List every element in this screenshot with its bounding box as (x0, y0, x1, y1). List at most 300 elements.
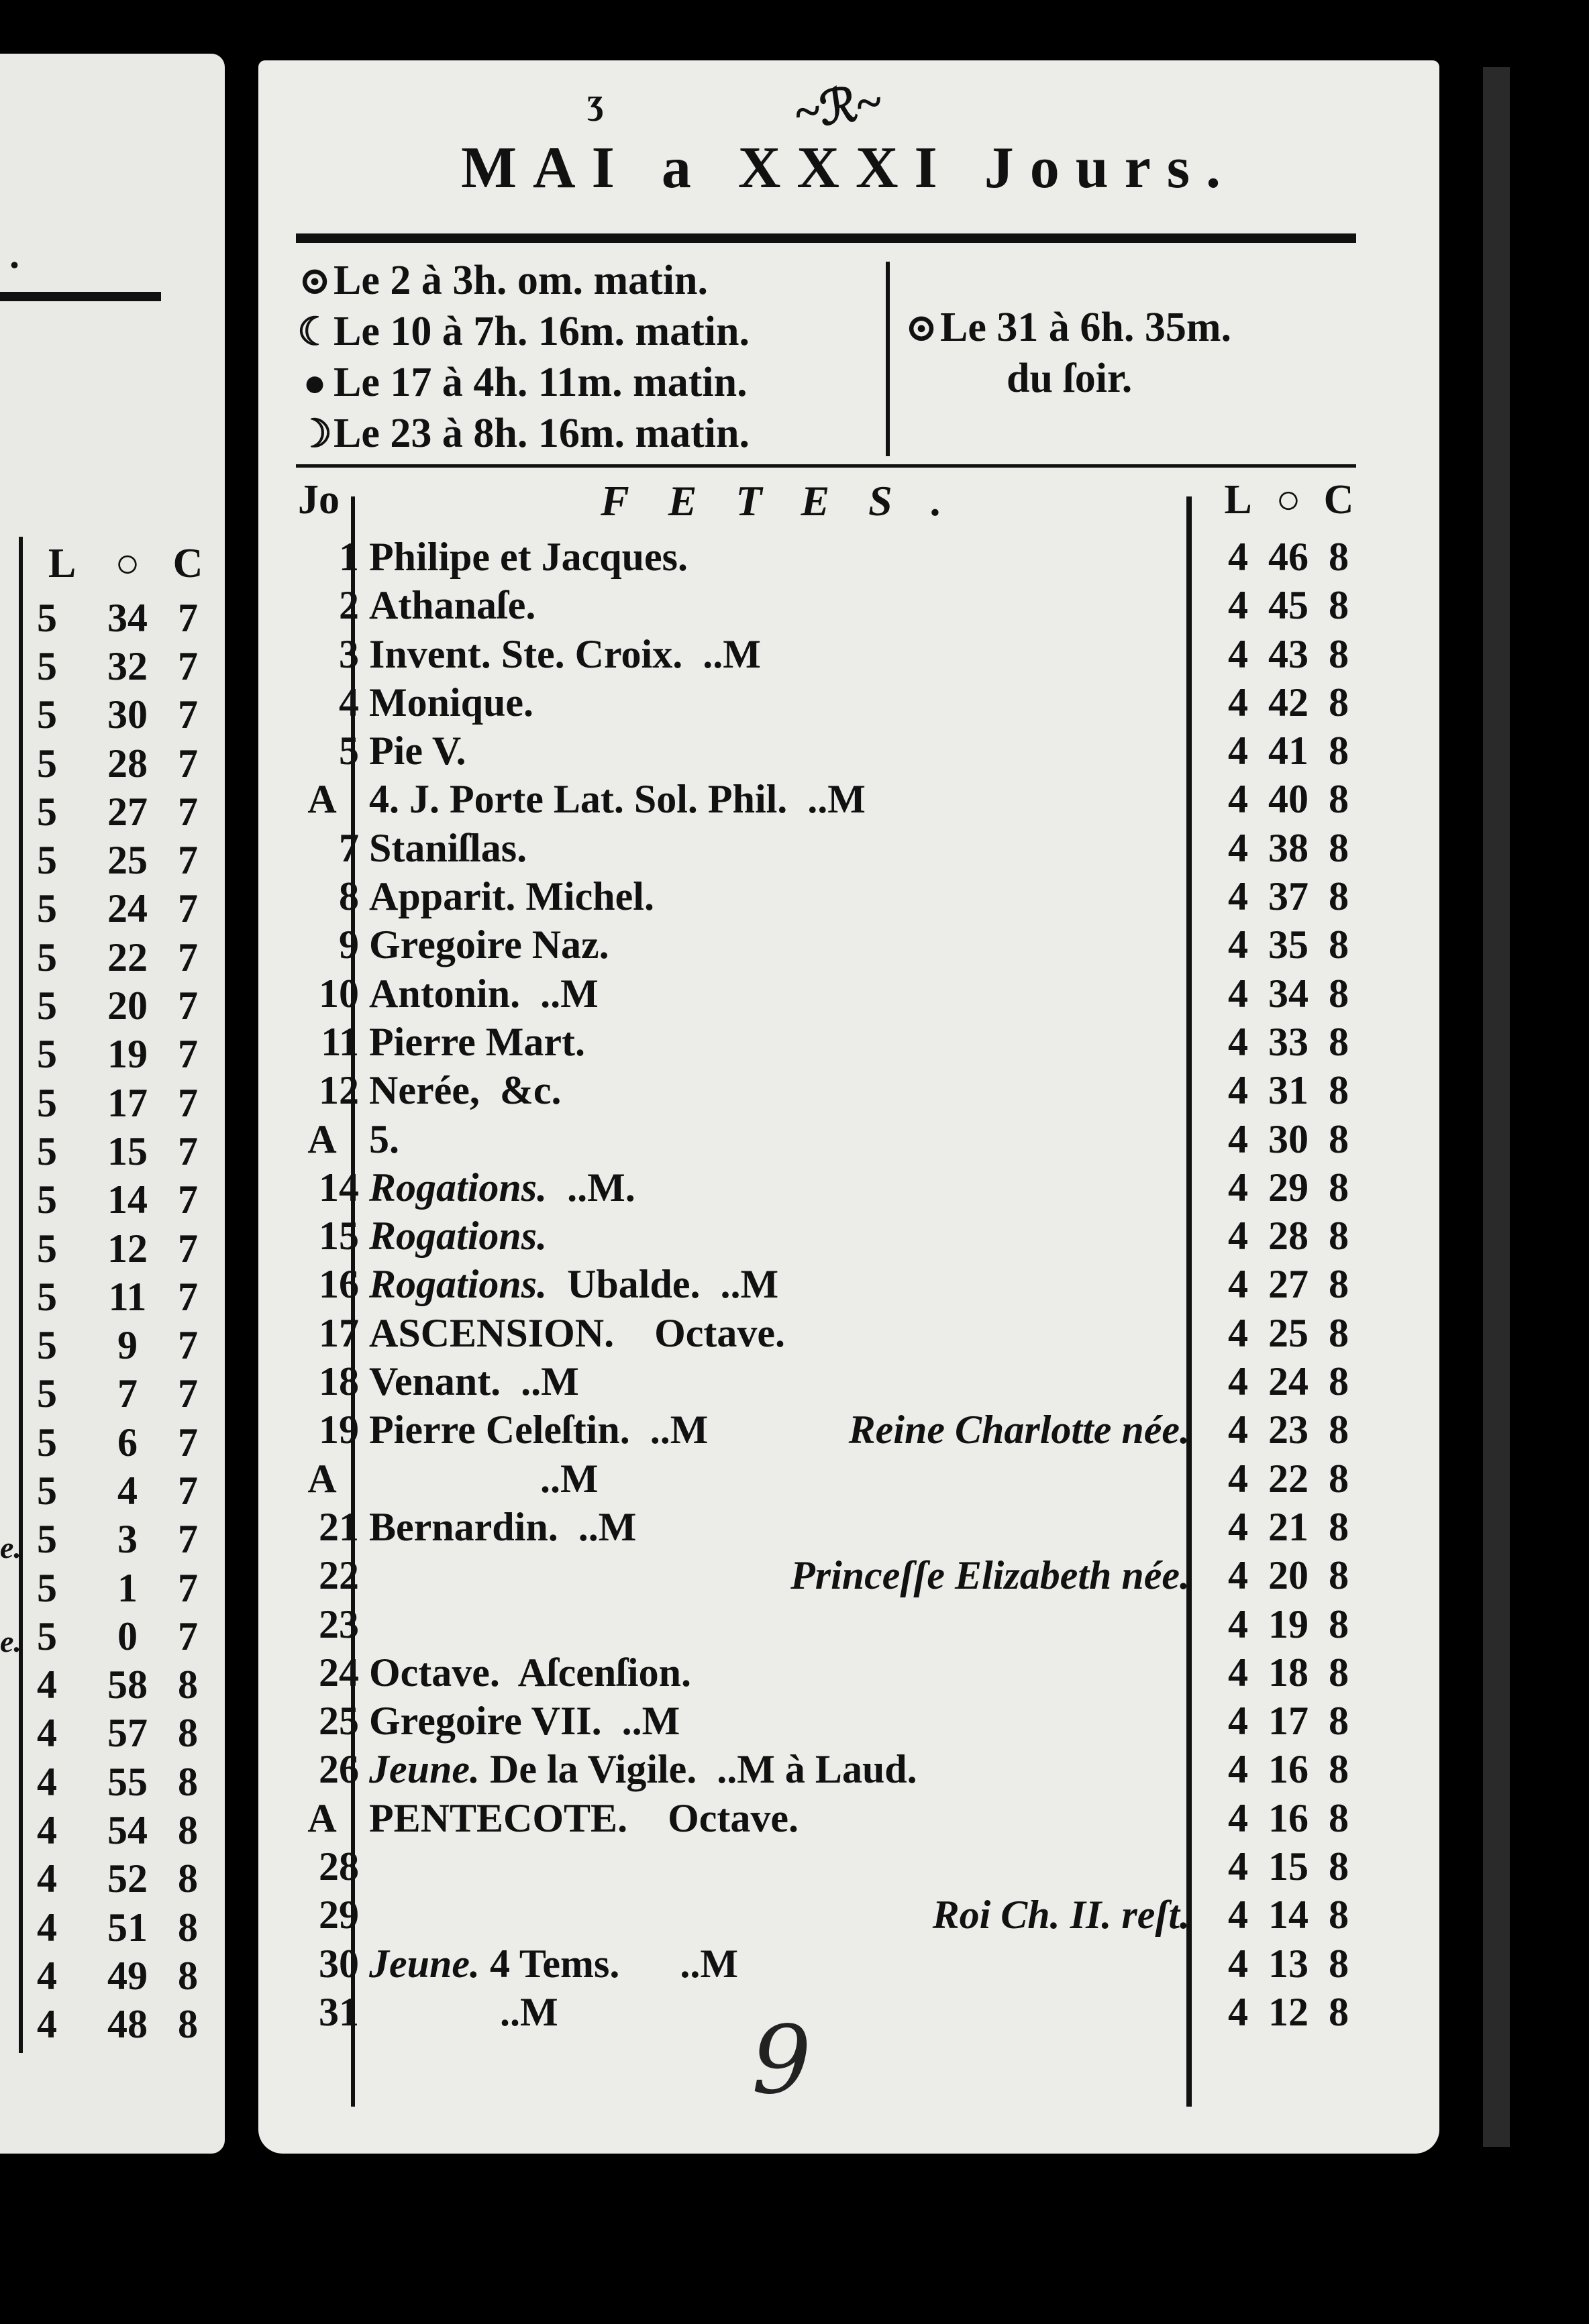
sun-time-l: 4 (1228, 1601, 1248, 1646)
left-table-cell: 7 (178, 1274, 198, 1319)
left-table-cell: 51 (107, 1905, 148, 1950)
left-table-row (37, 1176, 211, 1224)
sun-time-c: 8 (1329, 825, 1349, 870)
calendar-row (285, 1355, 1399, 1403)
calendar-row (285, 1548, 1399, 1597)
left-table-cell: 5 (37, 1032, 57, 1077)
left-header-sun: ○ (115, 540, 140, 586)
left-table-cell: 11 (108, 1274, 147, 1319)
royal-note: Roi Ch. II. reſt. (932, 1893, 1190, 1938)
left-table-cell: 5 (37, 1420, 57, 1465)
left-header-l: L (48, 540, 76, 586)
feast-name: De la Vigile. ..M à Laud. (480, 1747, 917, 1792)
left-table-cell: 5 (37, 1468, 57, 1513)
left-table-cell: 7 (178, 1614, 198, 1658)
day-number: 24 (319, 1650, 359, 1695)
calendar-row (285, 627, 1399, 676)
day-number: 31 (319, 1989, 359, 2034)
left-table-row (37, 1564, 211, 1612)
sun-time-c: 8 (1329, 680, 1349, 725)
feast-italic: Rogations. (369, 1262, 548, 1307)
left-table-row (37, 1418, 211, 1467)
day-number: 21 (319, 1504, 359, 1549)
feast-text (369, 1407, 708, 1453)
left-table-cell: 5 (37, 692, 57, 737)
feast-text (369, 1359, 579, 1405)
calendar-row (285, 724, 1399, 772)
left-table-row (37, 1127, 211, 1175)
feast-text (369, 825, 527, 872)
day-number: 19 (319, 1408, 359, 1452)
header-sun-icon: ○ (1276, 477, 1301, 523)
sun-time-c: 8 (1329, 1844, 1349, 1889)
sun-time-l: 4 (1228, 1941, 1248, 1986)
left-table-row (37, 1661, 211, 1709)
sun-time-c: 8 (1329, 1068, 1349, 1113)
day-number: A (307, 1456, 337, 1501)
sun-time-l: 4 (1228, 1553, 1248, 1598)
left-table-rows (37, 594, 211, 2049)
sun-time-l: 4 (1228, 729, 1248, 774)
feast-name: Apparit. Michel. (369, 874, 654, 919)
sun-time-o: 19 (1268, 1601, 1309, 1646)
sun-time-l: 4 (1228, 1116, 1248, 1161)
feast-italic: Jeune. (369, 1941, 480, 1986)
sun-time-o: 27 (1268, 1262, 1309, 1307)
sun-time-o: 15 (1268, 1844, 1309, 1889)
sun-time-l: 4 (1228, 1795, 1248, 1840)
calendar-row (285, 918, 1399, 966)
feast-name: Venant. ..M (369, 1359, 579, 1404)
feast-text (369, 1746, 917, 1793)
left-table-header (37, 537, 211, 590)
sun-time-c: 8 (1329, 1601, 1349, 1646)
day-number: 5 (339, 729, 359, 774)
feast-italic: Jeune. (369, 1747, 480, 1792)
calendar-row (285, 1985, 1399, 2034)
sun-time-c: 8 (1329, 1116, 1349, 1161)
sun-time-l: 4 (1228, 1844, 1248, 1889)
left-table-cell: 7 (178, 1565, 198, 1610)
feast-name: Bernardin. ..M (369, 1504, 637, 1549)
feast-text (369, 971, 599, 1017)
day-number: A (307, 1116, 337, 1161)
left-table-row (37, 1612, 211, 1660)
new-moon-icon: ● (303, 360, 327, 405)
left-table-cell: 8 (178, 1808, 198, 1853)
calendar-row (285, 1694, 1399, 1742)
sun-time-o: 30 (1268, 1116, 1309, 1161)
left-table-cell: 7 (178, 1226, 198, 1271)
feast-name: Pie V. (369, 729, 466, 774)
sun-time-c: 8 (1329, 1650, 1349, 1695)
feast-text (369, 631, 761, 678)
calendar-row (285, 1161, 1399, 1209)
feast-name: Gregoire VII. ..M (369, 1699, 680, 1744)
sun-time-c: 8 (1329, 1359, 1349, 1404)
sun-time-l: 4 (1228, 1019, 1248, 1064)
sun-time-l: 4 (1228, 1893, 1248, 1938)
sun-time-c: 8 (1329, 1747, 1349, 1792)
left-table-cell: 4 (37, 1905, 57, 1950)
left-table-cell: 7 (178, 692, 198, 737)
left-table-row (37, 885, 211, 933)
day-number: 8 (339, 874, 359, 919)
left-table-cell: 4 (37, 1662, 57, 1707)
sun-time-o: 28 (1268, 1214, 1309, 1259)
sun-time-c: 8 (1329, 1456, 1349, 1501)
left-table-cell: 24 (107, 886, 148, 931)
header-day: Jo (298, 477, 340, 523)
first-quarter-icon: ☽ (297, 412, 332, 456)
calendar-row (285, 1500, 1399, 1548)
sun-time-l: 4 (1228, 1989, 1248, 2034)
calendar-row (285, 1063, 1399, 1112)
left-table-row (37, 788, 211, 836)
feast-text (369, 1504, 636, 1550)
royal-note: Princeſſe Elizabeth née. (790, 1553, 1190, 1598)
left-table-cell: 8 (178, 2002, 198, 2047)
sun-time-c: 8 (1329, 1989, 1349, 2034)
sun-time-c: 8 (1329, 1019, 1349, 1064)
calendar-row (285, 1112, 1399, 1161)
left-table-row (37, 1806, 211, 1854)
moon-phase-text: Le 17 à 4h. 11m. matin. (334, 359, 748, 405)
day-number: 10 (319, 971, 359, 1016)
left-table-row (37, 836, 211, 884)
moon-phase (296, 255, 1128, 306)
left-table-cell: 7 (178, 1371, 198, 1416)
left-page-period: . (9, 232, 19, 276)
header-rule (296, 464, 1356, 468)
left-table-cell: 5 (37, 1226, 57, 1271)
left-table-cell: 7 (178, 789, 198, 834)
sun-time-l: 4 (1228, 631, 1248, 676)
left-table-row (37, 594, 211, 642)
left-table-cell: 5 (37, 1614, 57, 1658)
sun-time-c: 8 (1329, 1795, 1349, 1840)
left-table-cell: 5 (37, 1274, 57, 1319)
left-table-cell: 6 (117, 1420, 138, 1465)
sun-time-o: 46 (1268, 535, 1309, 579)
calendar-row (285, 821, 1399, 869)
left-table-cell: 7 (178, 1128, 198, 1173)
left-table-cell: 52 (107, 1856, 148, 1901)
feast-name: Invent. Ste. Croix. ..M (369, 631, 761, 676)
feast-text (369, 582, 535, 629)
feast-name: Athanaſe. (369, 583, 536, 628)
feast-name: Gregoire Naz. (369, 922, 609, 967)
feast-text (369, 1456, 599, 1502)
sun-time-l: 4 (1228, 777, 1248, 822)
left-table-row (37, 1855, 211, 1903)
sun-time-c: 8 (1329, 1504, 1349, 1549)
left-table-cell: 4 (117, 1468, 138, 1513)
day-number: 1 (339, 535, 359, 579)
sun-time-o: 38 (1268, 825, 1309, 870)
sun-time-o: 16 (1268, 1747, 1309, 1792)
left-table-cell: 8 (178, 1905, 198, 1950)
calendar-row (285, 1597, 1399, 1646)
feast-text (369, 534, 688, 580)
sun-time-o: 45 (1268, 583, 1309, 628)
calendar-row (285, 1937, 1399, 1985)
feast-text (369, 1310, 785, 1357)
left-table-cell: 7 (178, 741, 198, 786)
left-table-cell: 4 (37, 1759, 57, 1804)
feast-text (369, 1795, 799, 1842)
phase-divider (886, 262, 890, 456)
feast-text (369, 776, 866, 823)
left-table-row (37, 1224, 211, 1273)
sun-time-l: 4 (1228, 535, 1248, 579)
feast-name: ..M (369, 1989, 558, 2034)
sun-time-l: 4 (1228, 922, 1248, 967)
previous-page-fragment (0, 54, 225, 2154)
day-number: 3 (339, 631, 359, 676)
left-table-cell: 4 (37, 1711, 57, 1756)
full-moon-icon: ⊙ (298, 259, 331, 303)
left-table-cell: 28 (107, 741, 148, 786)
sun-time-l: 4 (1228, 1504, 1248, 1549)
sun-time-c: 8 (1329, 1165, 1349, 1210)
left-table-cell: 49 (107, 1953, 148, 1998)
left-table-cell: 15 (107, 1128, 148, 1173)
sun-time-l: 4 (1228, 1747, 1248, 1792)
feast-name: PENTECOTE. Octave. (369, 1795, 799, 1840)
sun-time-c: 8 (1329, 922, 1349, 967)
book-spine (1483, 67, 1510, 2147)
left-edge-text: e. (0, 1530, 21, 1565)
sun-time-o: 20 (1268, 1553, 1309, 1598)
day-number: 16 (319, 1262, 359, 1307)
calendar-row (285, 772, 1399, 821)
left-table-row (37, 1321, 211, 1369)
feast-italic: Rogations. (369, 1165, 548, 1210)
full-moon-icon: ⊙ (905, 306, 938, 350)
left-table-row (37, 1467, 211, 1515)
calendar-row (285, 1403, 1399, 1451)
sun-time-l: 4 (1228, 1699, 1248, 1744)
left-table-cell: 5 (37, 1080, 57, 1125)
sun-time-o: 25 (1268, 1310, 1309, 1355)
sun-time-c: 8 (1329, 1941, 1349, 1986)
sun-time-c: 8 (1329, 1310, 1349, 1355)
day-number: 29 (319, 1893, 359, 1938)
moon-phase-text: Le 23 à 8h. 16m. matin. (334, 410, 750, 456)
feast-name: Nerée, &c. (369, 1068, 562, 1113)
sun-time-o: 14 (1268, 1893, 1309, 1938)
folio-mark: ʒ (587, 81, 604, 121)
feast-text (369, 922, 609, 968)
almanac-page (258, 60, 1439, 2154)
moon-phase-right (903, 302, 1345, 404)
feast-italic: Rogations. (369, 1214, 548, 1259)
sun-time-o: 12 (1268, 1989, 1309, 2034)
feast-name: 4. J. Porte Lat. Sol. Phil. ..M (369, 777, 866, 822)
sun-time-l: 4 (1228, 1165, 1248, 1210)
calendar-row (285, 1306, 1399, 1355)
left-table-cell: 0 (117, 1614, 138, 1658)
feast-name: ..M (369, 1456, 599, 1501)
left-table-cell: 7 (178, 935, 198, 980)
left-table-cell: 8 (178, 1759, 198, 1804)
calendar-row (285, 1840, 1399, 1888)
left-table-cell: 5 (37, 838, 57, 883)
day-number: 23 (319, 1601, 359, 1646)
sun-time-l: 4 (1228, 874, 1248, 919)
left-table-cell: 8 (178, 1953, 198, 1998)
left-table-cell: 5 (37, 1565, 57, 1610)
feast-text (369, 1698, 680, 1744)
day-number: 26 (319, 1747, 359, 1792)
header-c: C (1323, 477, 1354, 523)
day-number: 14 (319, 1165, 359, 1210)
sun-time-l: 4 (1228, 680, 1248, 725)
left-table-cell: 8 (178, 1856, 198, 1901)
left-table-cell: 7 (178, 1080, 198, 1125)
sun-time-l: 4 (1228, 1262, 1248, 1307)
sun-time-o: 35 (1268, 922, 1309, 967)
calendar-row (285, 1791, 1399, 1840)
sun-time-c: 8 (1329, 1893, 1349, 1938)
sun-time-c: 8 (1329, 631, 1349, 676)
left-header-c: C (172, 540, 203, 586)
calendar-row (285, 1452, 1399, 1500)
left-table-row (37, 1903, 211, 1952)
sun-time-l: 4 (1228, 1068, 1248, 1113)
feast-text (369, 874, 654, 920)
moon-phase-text: Le 10 à 7h. 16m. matin. (334, 308, 750, 354)
left-table-cell: 5 (37, 1371, 57, 1416)
sun-time-c: 8 (1329, 1262, 1349, 1307)
calendar-row (285, 1888, 1399, 1936)
feast-name: Octave. Aſcenſion. (369, 1650, 691, 1695)
header-l: L (1224, 477, 1252, 523)
calendar-row (285, 1209, 1399, 1257)
left-table-cell: 7 (117, 1371, 138, 1416)
feast-name: Antonin. ..M (369, 971, 599, 1016)
sun-time-o: 40 (1268, 777, 1309, 822)
left-table-row (37, 1079, 211, 1127)
day-number: 2 (339, 583, 359, 628)
left-table-cell: 5 (37, 789, 57, 834)
sun-time-o: 29 (1268, 1165, 1309, 1210)
calendar-row (285, 1257, 1399, 1306)
left-table-cell: 7 (178, 984, 198, 1028)
page-number: 9 (752, 2006, 812, 2115)
left-table-cell: 8 (178, 1662, 198, 1707)
sun-time-l: 4 (1228, 583, 1248, 628)
left-table-cell: 3 (117, 1517, 138, 1562)
ornament: ~ℛ~ (792, 76, 885, 140)
left-table-cell: 27 (107, 789, 148, 834)
feast-text (369, 1650, 691, 1696)
day-number: 9 (339, 922, 359, 967)
left-table-row (37, 1031, 211, 1079)
sun-time-l: 4 (1228, 1214, 1248, 1259)
last-quarter-icon: ☾ (297, 310, 332, 354)
left-table-cell: 5 (37, 1128, 57, 1173)
sun-time-o: 41 (1268, 729, 1309, 774)
left-table-cell: 7 (178, 1420, 198, 1465)
left-table-cell: 20 (107, 984, 148, 1028)
sun-time-c: 8 (1329, 1699, 1349, 1744)
day-number: 28 (319, 1844, 359, 1889)
calendar-row (285, 578, 1399, 627)
feast-name: Staniſlas. (369, 825, 527, 870)
day-number: 17 (319, 1310, 359, 1355)
left-table-cell: 48 (107, 2002, 148, 2047)
feast-text (369, 1261, 778, 1308)
sun-time-o: 16 (1268, 1795, 1309, 1840)
left-table-cell: 58 (107, 1662, 148, 1707)
sun-time-c: 8 (1329, 1408, 1349, 1452)
left-table-cell: 17 (107, 1080, 148, 1125)
sun-time-o: 13 (1268, 1941, 1309, 1986)
day-number: 22 (319, 1553, 359, 1598)
left-page-column-rule (19, 537, 23, 2053)
page-title: MAI a XXXI Jours. (461, 136, 1237, 201)
left-table-cell: 7 (178, 643, 198, 688)
sun-time-o: 34 (1268, 971, 1309, 1016)
sun-time-o: 23 (1268, 1408, 1309, 1452)
left-table-cell: 7 (178, 1323, 198, 1368)
royal-note: Reine Charlotte née. (848, 1408, 1190, 1452)
calendar-row (285, 1015, 1399, 1063)
left-table-cell: 8 (178, 1711, 198, 1756)
sun-time-c: 8 (1329, 535, 1349, 579)
sun-time-o: 17 (1268, 1699, 1309, 1744)
feast-name: 5. (369, 1116, 399, 1161)
calendar-row (285, 676, 1399, 724)
left-table-cell: 34 (107, 595, 148, 640)
table-header (285, 476, 1399, 530)
sun-time-c: 8 (1329, 729, 1349, 774)
left-table-cell: 32 (107, 643, 148, 688)
calendar-row (285, 869, 1399, 918)
left-table-cell: 5 (37, 1177, 57, 1222)
left-table-cell: 7 (178, 1177, 198, 1222)
left-table-row (37, 1370, 211, 1418)
day-number: 25 (319, 1699, 359, 1744)
left-table-row (37, 982, 211, 1030)
left-table-row (37, 691, 211, 739)
left-table-cell: 9 (117, 1323, 138, 1368)
left-table-cell: 22 (107, 935, 148, 980)
left-table-cell: 30 (107, 692, 148, 737)
left-table-cell: 7 (178, 1468, 198, 1513)
sun-time-l: 4 (1228, 1408, 1248, 1452)
left-table-cell: 4 (37, 1808, 57, 1853)
left-table-cell: 55 (107, 1759, 148, 1804)
feast-text (369, 1165, 635, 1211)
feast-text (369, 1213, 547, 1259)
moon-phase-text: Le 31 à 6h. 35m. (940, 304, 1231, 350)
left-table-row (37, 1709, 211, 1758)
left-page-rule (0, 292, 161, 301)
left-table-row (37, 2001, 211, 2049)
sun-time-o: 24 (1268, 1359, 1309, 1404)
left-table-cell: 4 (37, 2002, 57, 2047)
sun-time-c: 8 (1329, 777, 1349, 822)
sun-time-o: 43 (1268, 631, 1309, 676)
left-table-row (37, 1273, 211, 1321)
left-table-cell: 7 (178, 838, 198, 883)
feast-text (369, 1989, 558, 2036)
sun-time-c: 8 (1329, 1553, 1349, 1598)
feast-name: Monique. (369, 680, 534, 725)
